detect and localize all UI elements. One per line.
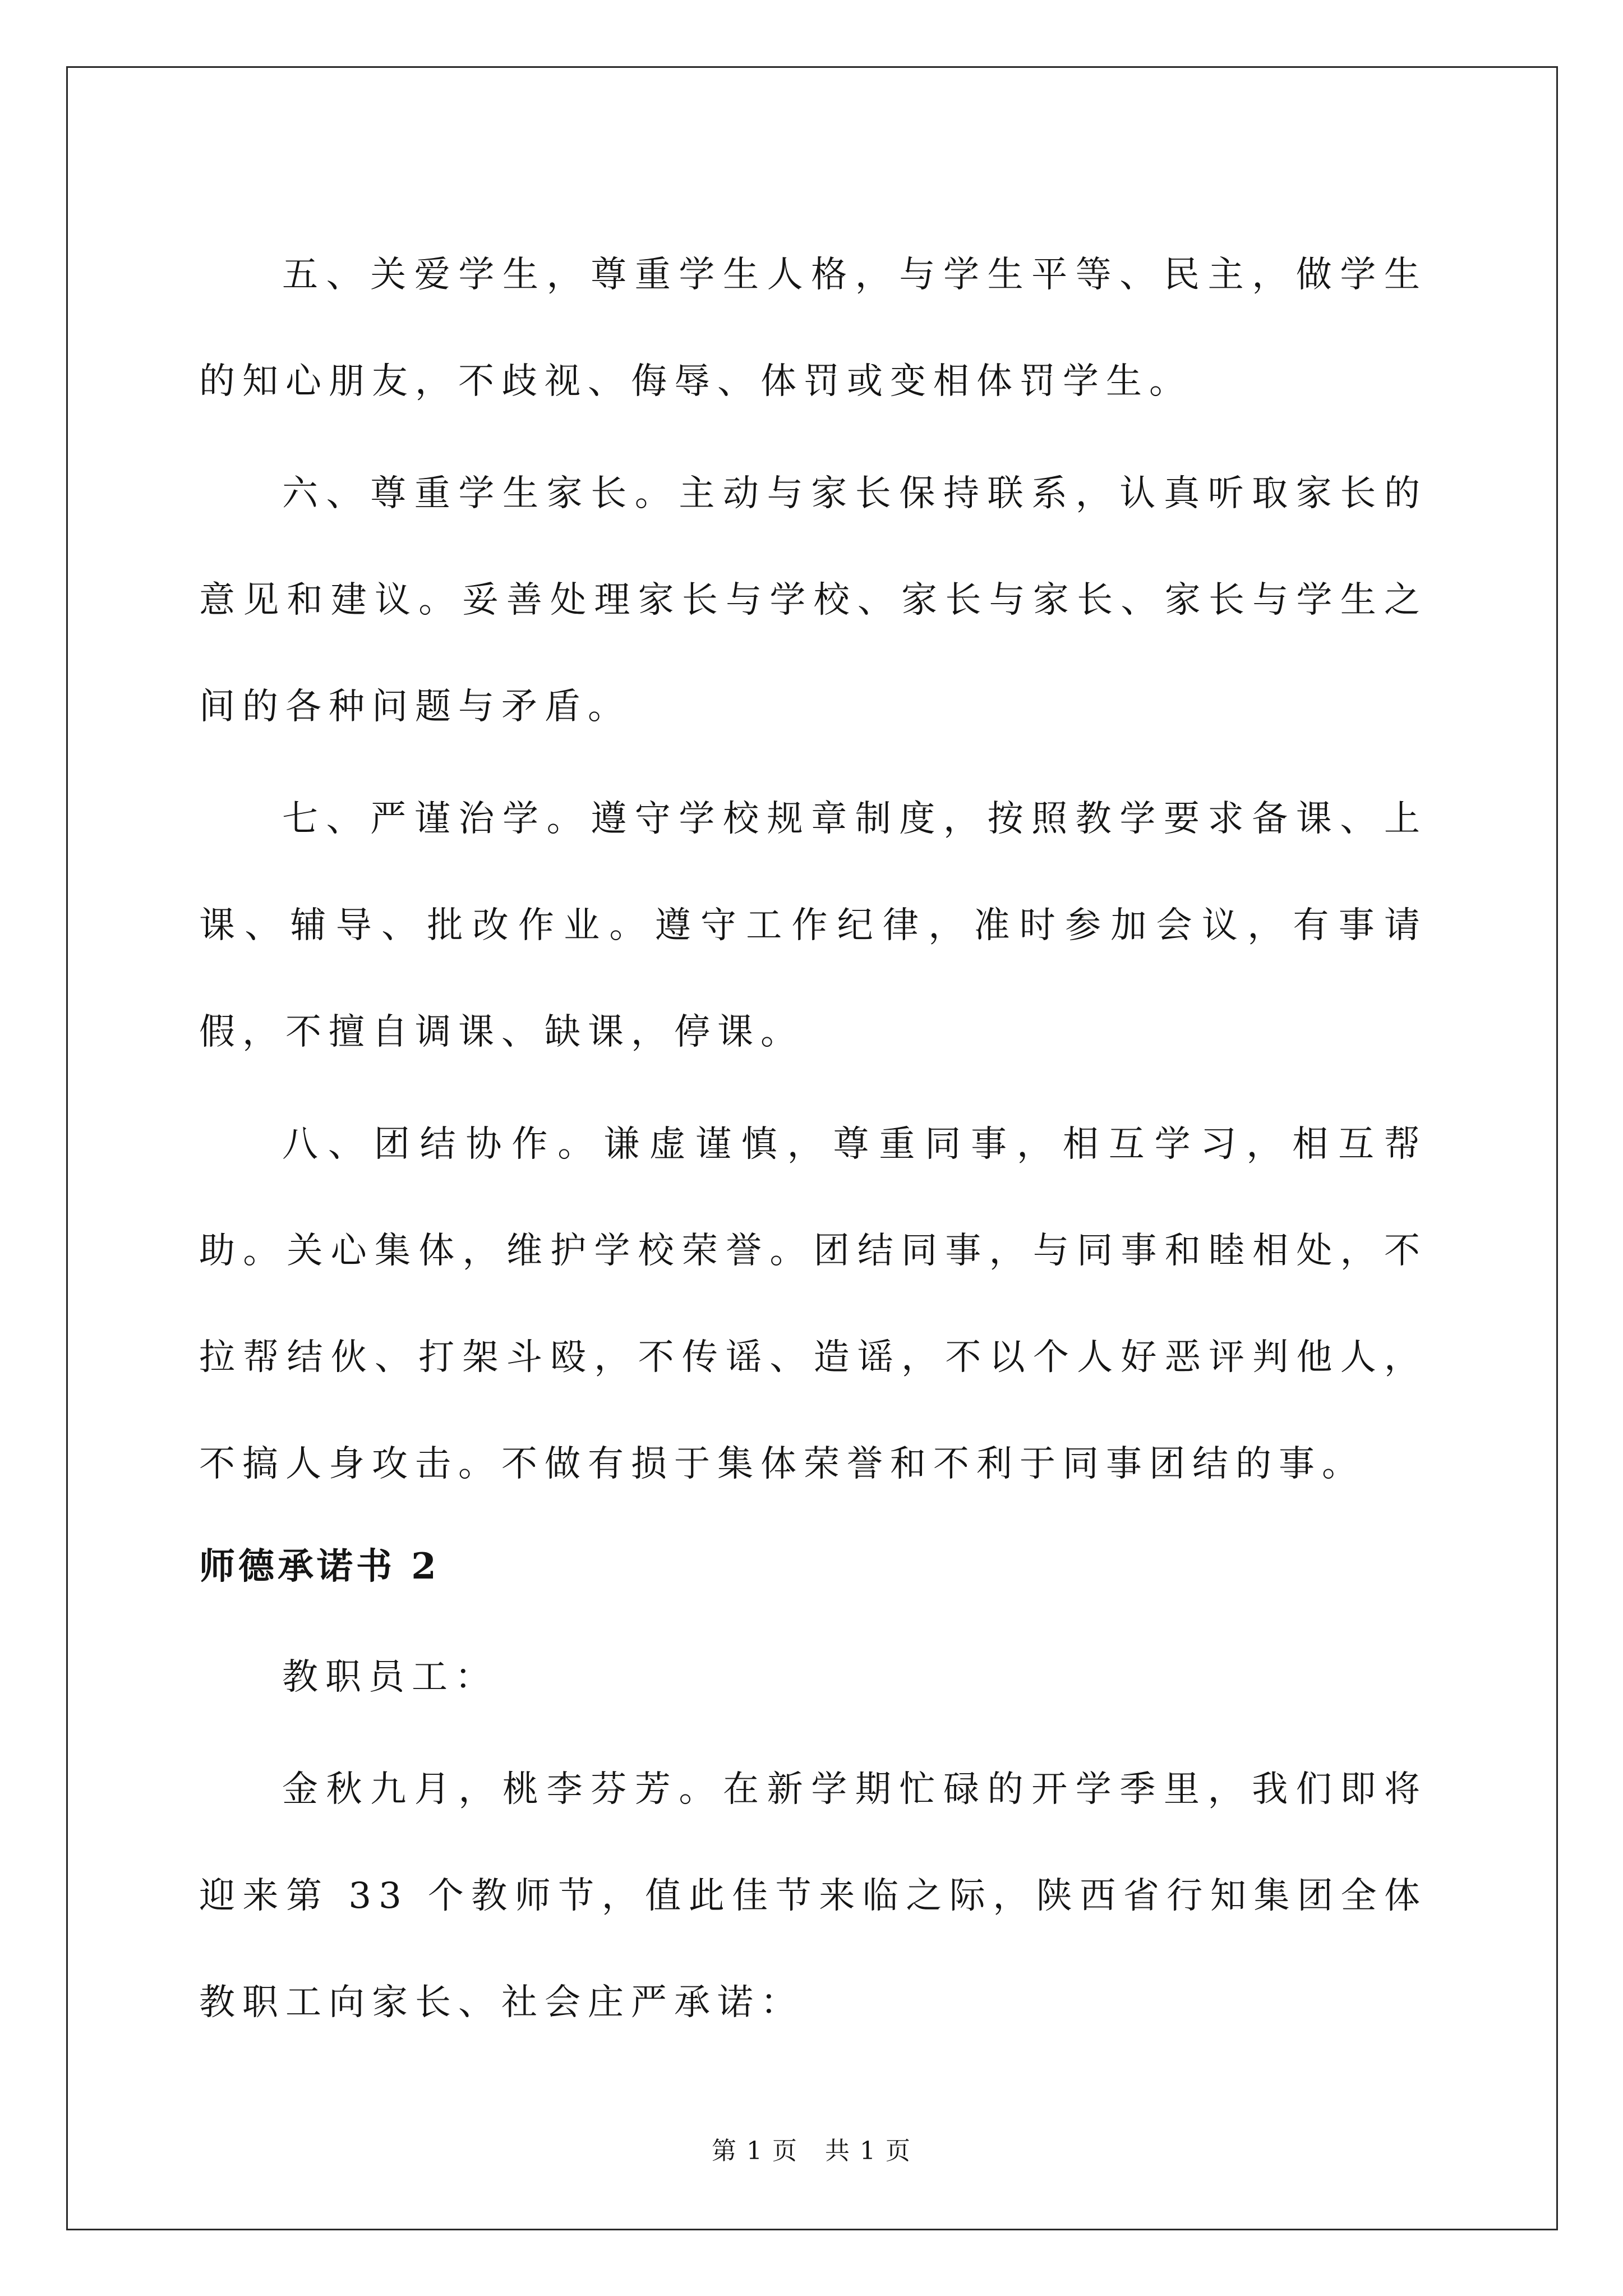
paragraph-item-8: 八、团结协作。谦虚谨慎，尊重同事，相互学习，相互帮助。关心集体，维护学校荣誉。团结同事，与同事和睦相处，不拉帮结伙、打架斗殴，不传谣、造谣，不以个人好恶评判他人，不搞人身攻击。不做有损于集体荣誉和不利于同事团结的事。	[199, 1124, 1427, 1485]
paragraph-item-6: 六、尊重学生家长。主动与家长保持联系，认真听取家长的意见和建议。妥善处理家长与学校、家长与家长、家长与学生之间的各种问题与矛盾。	[199, 473, 1427, 728]
document-body	[199, 222, 1427, 2056]
section-title: 师德承诺书 2	[199, 1545, 440, 1588]
intro-paragraph: 金秋九月，桃李芬芳。在新学期忙碌的开学季里，我们即将迎来第 33 个教师节，值此佳节来临之际，陕西省行知集团全体教职工向家长、社会庄严承诺：	[199, 1769, 1427, 2023]
paragraph-item-5: 五、关爱学生，尊重学生人格，与学生平等、民主，做学生的知心朋友，不歧视、侮辱、体罚或变相体罚学生。	[199, 254, 1427, 402]
salutation: 教职员工：	[282, 1657, 498, 1698]
page-number-footer: 第 1 页 共 1 页	[712, 2137, 911, 2165]
paragraph-item-7: 七、严谨治学。遵守学校规章制度，按照教学要求备课、上课、辅导、批改作业。遵守工作纪律，准时参加会议，有事请假，不擅自调课、缺课，停课。	[199, 798, 1427, 1053]
